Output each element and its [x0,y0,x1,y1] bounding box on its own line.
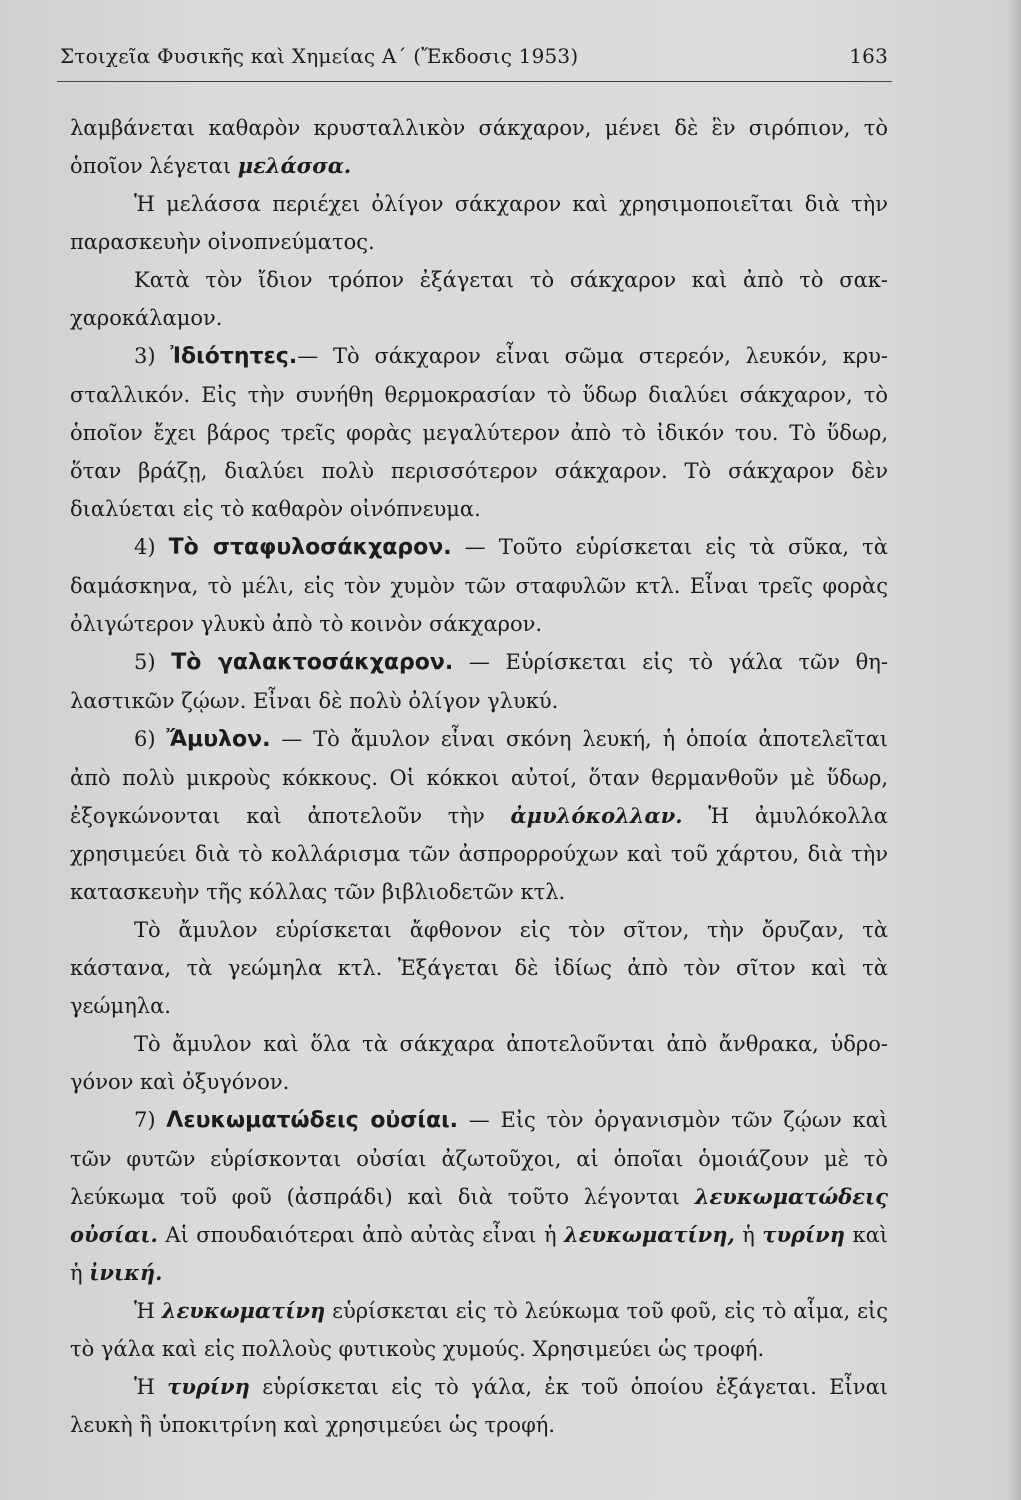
term-albuminoids: λευκωματώδεις οὐσίαι. [70,1184,888,1247]
section-heading: Ἄμυλον. [166,727,271,752]
term-casein: τυρίνη [762,1222,845,1247]
section-grape-sugar: 4) Τὸ σταφυλοσάκχαρον. — Τοῦτο εὑρίσκεται εἰς τὰ σῦκα, τὰ δαμάσκηνα, τὸ μέλι, εἰς τὸν χυμὸν τῶν σταφυλῶν κτλ. Εἶναι τρεῖς φορὰς ὀλιγώτερον γλυκὺ ἀπὸ τὸ κοινὸν σάκχαρον. [70,535,888,636]
section-heading: Τὸ γαλακτοσάκχαρον. [171,650,454,675]
section-heading: Λευκωματώδεις οὐσίαι. [166,1108,459,1133]
paragraph-molasses-use: Ἡ μελάσσα περιέχει ὀλίγον σάκχαρον καὶ χρησιμοποιεῖται διὰ τὴν παρασκευὴν οἰνοπνεύματος. [70,192,888,254]
paragraph-casein: Ἡ τυρίνη εὑρίσκεται εἰς τὸ γάλα, ἐκ τοῦ ὁποίου ἐξάγεται. Εἶναι λευκὴ ἢ ὑποκιτρίνη καὶ χρησιμεύει ὡς τροφή. [70,1374,888,1437]
term-fibrin: ἰνική. [89,1260,163,1285]
section-starch: 6) Ἄμυλον. — Τὸ ἄμυλον εἶναι σκόνη λευκή, ἡ ὁποία ἀποτελεῖται ἀπὸ πολὺ μικροὺς κόκκους. Οἱ κόκκοι αὐτοί, ὅταν θερμανθοῦν μὲ ὕδωρ, ἐξογκώνονται καὶ ἀποτελοῦν τὴν ἀμυλόκολλαν. Ἡ ἀμυλόκολλα χρησιμεύει διὰ τὸ κολλάρισμα τῶν ἀσπρορρούχων καὶ τοῦ χάρτου, διὰ τὴν κατασκευὴν τῆς κόλλας τῶν βιβλιοδετῶν κτλ. [70,727,888,904]
header-title: Στοιχεῖα Φυσικῆς καὶ Χημείας Α΄ (Ἔκδοσις 1953) [60,44,579,68]
term-melassa: μελάσσα. [237,153,352,178]
term-casein: τυρίνη [167,1374,250,1399]
section-number: 5) [134,650,156,674]
section-properties: 3) Ἰδιότητες.— Τὸ σάκχαρον εἶναι σῶμα στερεόν, λευκόν, κρυσταλλικόν. Εἰς τὴν συνήθη θερμοκρασίαν τὸ ὕδωρ διαλύει σάκχαρον, τὸ ὁποῖον ἔχει βάρος τρεῖς φορὰς μεγαλύτερον ἀπὸ τὸ ἰδικόν του. Τὸ ὕδωρ, ὅταν βράζῃ, διαλύει πολὺ περισσότερον σάκχαρον. Τὸ σάκχαρον δὲν διαλύεται εἰς τὸ καθαρὸν οἰνόπνευμα. [70,344,888,521]
paragraph-starch-sources: Τὸ ἄμυλον εὑρίσκεται ἄφθονον εἰς τὸν σῖτον, τὴν ὄρυζαν, τὰ κάστανα, τὰ γεώμηλα κτλ. Ἐξάγεται δὲ ἰδίως ἀπὸ τὸν σῖτον καὶ τὰ γεώμηλα. [70,918,888,1018]
body-text [70,109,888,1444]
term-amylokolla: ἀμυλόκολλαν. [510,803,683,828]
section-heading: Ἰδιότητες. [170,344,298,369]
page-edge-shadow [1007,0,1021,1500]
paragraph-starch-composition: Τὸ ἄμυλον καὶ ὅλα τὰ σάκχαρα ἀποτελοῦνται ἀπὸ ἄνθρακα, ὑδρογόνον καὶ ὀξυγόνον. [70,1032,888,1094]
section-heading: Τὸ σταφυλοσάκχαρον. [168,535,452,560]
paragraph-sugarcane: Κατὰ τὸν ἴδιον τρόπον ἐξάγεται τὸ σάκχαρον καὶ ἀπὸ τὸ σακχαροκάλαμον. [70,268,888,330]
section-milk-sugar: 5) Τὸ γαλακτοσάκχαρον. — Εὑρίσκεται εἰς τὸ γάλα τῶν θηλαστικῶν ζῴων. Εἶναι δὲ πολὺ ὀλίγον γλυκύ. [70,650,888,713]
section-number: 3) [134,344,156,368]
section-number: 7) [134,1108,156,1132]
section-number: 6) [134,727,156,751]
term-albumin: λευκωματίνη, [564,1222,735,1247]
header-rule [57,81,892,82]
running-header [60,44,888,68]
paragraph-molasses-continued: λαμβάνεται καθαρὸν κρυσταλλικὸν σάκχαρον, μένει δὲ ἓν σιρόπιον, τὸ ὁποῖον λέγεται μελάσσα. [70,116,888,178]
paragraph-albumin: Ἡ λευκωματίνη εὑρίσκεται εἰς τὸ λεύκωμα τοῦ φοῦ, εἰς τὸ αἷμα, εἰς τὸ γάλα καὶ εἰς πολλοὺς φυτικοὺς χυμούς. Χρησιμεύει ὡς τροφή. [70,1298,888,1361]
term-albumin: λευκωματίνη [161,1298,326,1323]
section-albuminoids: 7) Λευκωματώδεις οὐσίαι. — Εἰς τὸν ὀργανισμὸν τῶν ζῴων καὶ τῶν φυτῶν εὑρίσκονται οὐσίαι ἀζωτοῦχοι, αἱ ὁποῖαι ὁμοιάζουν μὲ τὸ λεύκωμα τοῦ φοῦ (ἀσπράδι) καὶ διὰ τοῦτο λέγονται λευκωματώδεις οὐσίαι. Αἱ σπουδαιότεραι ἀπὸ αὐτὰς εἶναι ἡ λευκωματίνη, ἡ τυρίνη καὶ ἡ ἰνική. [70,1108,889,1285]
page-number: 163 [849,44,888,68]
section-number: 4) [134,535,156,559]
